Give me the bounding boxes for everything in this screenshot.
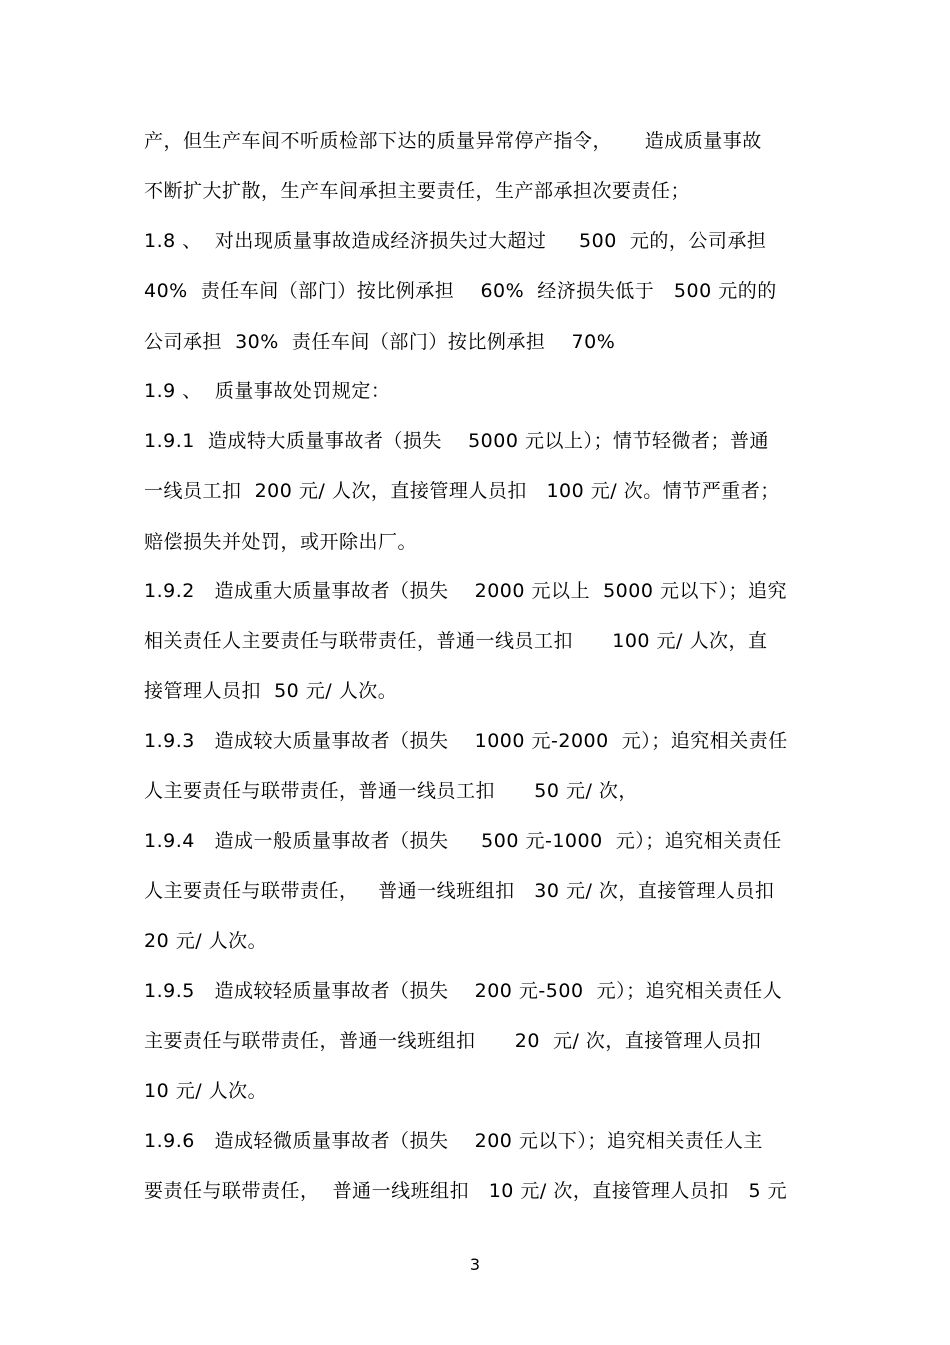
page-number: 3 xyxy=(469,1255,481,1274)
text-line: 10 元/ 人次。 xyxy=(144,1080,268,1102)
text-line: 1.8 、 对出现质量事故造成经济损失过大超过 500 元的，公司承担 xyxy=(144,230,767,252)
text-line: 1.9.3 造成较大质量事故者（损失 1000 元-2000 元）；追究相关责任 xyxy=(144,730,788,752)
text-line: 不断扩大扩散，生产车间承担主要责任，生产部承担次要责任； xyxy=(144,180,691,202)
text-line: 1.9.5 造成较轻质量事故者（损失 200 元-500 元）；追究相关责任人 xyxy=(144,980,783,1002)
text-line: 40% 责任车间（部门）按比例承担 60% 经济损失低于 500 元的的 xyxy=(144,280,777,302)
text-line: 1.9.6 造成轻微质量事故者（损失 200 元以下）；追究相关责任人主 xyxy=(144,1130,763,1152)
text-line: 主要责任与联带责任，普通一线班组扣 20 元/ 次，直接管理人员扣 xyxy=(144,1030,762,1052)
text-line: 要责任与联带责任， 普通一线班组扣 10 元/ 次，直接管理人员扣 5 元 xyxy=(144,1180,788,1202)
text-line: 1.9.2 造成重大质量事故者（损失 2000 元以上 5000 元以下）；追究 xyxy=(144,580,787,602)
text-line: 20 元/ 人次。 xyxy=(144,930,268,952)
text-line: 一线员工扣 200 元/ 人次，直接管理人员扣 100 元/ 次。情节严重者； xyxy=(144,480,780,502)
text-line: 公司承担 30% 责任车间（部门）按比例承担 70% xyxy=(144,331,616,353)
text-line: 1.9 、 质量事故处罚规定： xyxy=(144,380,391,402)
text-line: 1.9.4 造成一般质量事故者（损失 500 元-1000 元）；追究相关责任 xyxy=(144,830,782,852)
text-line: 人主要责任与联带责任，普通一线员工扣 50 元/ 次， xyxy=(144,780,638,802)
text-line: 1.9.1 造成特大质量事故者（损失 5000 元以上）；情节轻微者；普通 xyxy=(144,430,769,452)
text-line: 相关责任人主要责任与联带责任，普通一线员工扣 100 元/ 人次，直 xyxy=(144,630,768,652)
text-line: 赔偿损失并处罚，或开除出厂。 xyxy=(144,531,418,553)
text-line: 产，但生产车间不听质检部下达的质量异常停产指令， 造成质量事故 xyxy=(144,130,762,152)
text-line: 人主要责任与联带责任， 普通一线班组扣 30 元/ 次，直接管理人员扣 xyxy=(144,880,775,902)
text-line: 接管理人员扣 50 元/ 人次。 xyxy=(144,680,398,702)
